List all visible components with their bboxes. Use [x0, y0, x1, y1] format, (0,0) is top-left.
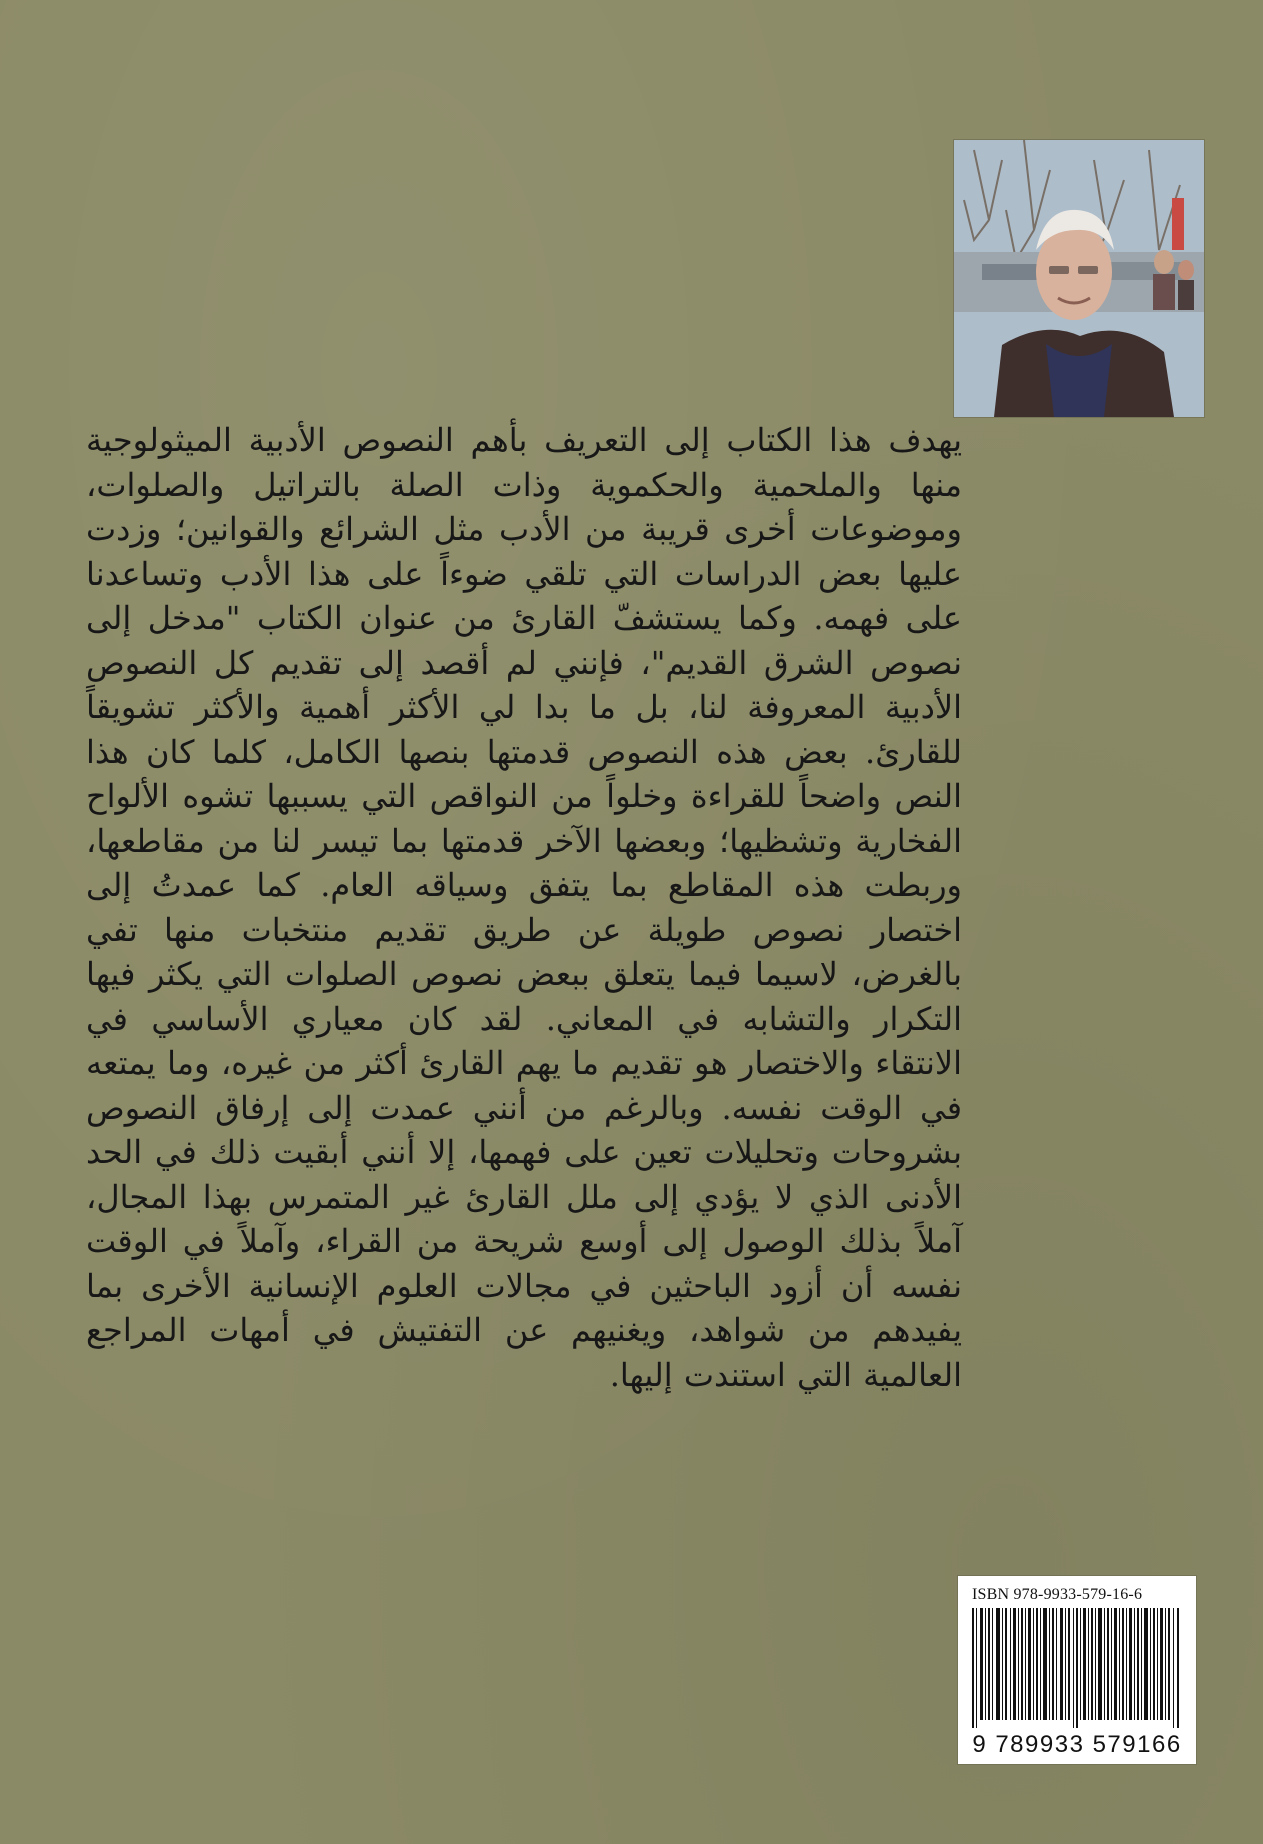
- barcode-digits: 9 789933 579166: [972, 1731, 1182, 1758]
- author-photo-image: [954, 140, 1204, 417]
- author-photo: [954, 140, 1204, 417]
- isbn-label: ISBN 978-9933-579-16-6: [972, 1586, 1143, 1603]
- barcode-bars: [972, 1608, 1182, 1728]
- isbn-barcode: [958, 1576, 1196, 1764]
- back-cover-description: يهدف هذا الكتاب إلى التعريف بأهم النصوص الأدبية الميثولوجية منها والملحمية والحكموية وذات الصلة بالتراتيل والصلوات، وموضوعات أخرى قريبة من الأدب مثل الشرائع والقوانين؛ وزدت عليها بعض الدراسات التي تلقي ضوءاً على هذا الأدب وتساعدنا على فهمه. وكما يستشفّ القارئ من عنوان الكتاب "مدخل إلى نصوص الشرق القديم"، فإنني لم أقصد إلى تقديم كل النصوص الأدبية المعروفة لنا، بل ما بدا لي الأكثر أهمية والأكثر تشويقاً للقارئ. بعض هذه النصوص قدمتها بنصها الكامل، كلما كان هذا النص واضحاً للقراءة وخلواً من النواقص التي يسببها تشوه الألواح الفخارية وتشظيها؛ وبعضها الآخر قدمتها بما تيسر لنا من مقاطعها، وربطت هذه المقاطع بما يتفق وسياقه العام. كما عمدتُ إلى اختصار نصوص طويلة عن طريق تقديم منتخبات منها تفي بالغرض، لاسيما فيما يتعلق ببعض نصوص الصلوات التي يكثر فيها التكرار والتشابه في المعاني. لقد كان معياري الأساسي في الانتقاء والاختصار هو تقديم ما يهم القارئ أكثر من غيره، وما يمتعه في الوقت نفسه. وبالرغم من أنني عمدت إلى إرفاق النصوص بشروحات وتحليلات تعين على فهمها، إلا أنني أبقيت ذلك في الحد الأدنى الذي لا يؤدي إلى ملل القارئ غير المتمرس بهذا المجال، آملاً بذلك الوصول إلى أوسع شريحة من القراء، وآملاً في الوقت نفسه أن أزود الباحثين في مجالات العلوم الإنسانية الأخرى بما يفيدهم من شواهد، ويغنيهم عن التفتيش في أمهات المراجع العالمية التي استندت إليها.: [86, 421, 963, 1394]
